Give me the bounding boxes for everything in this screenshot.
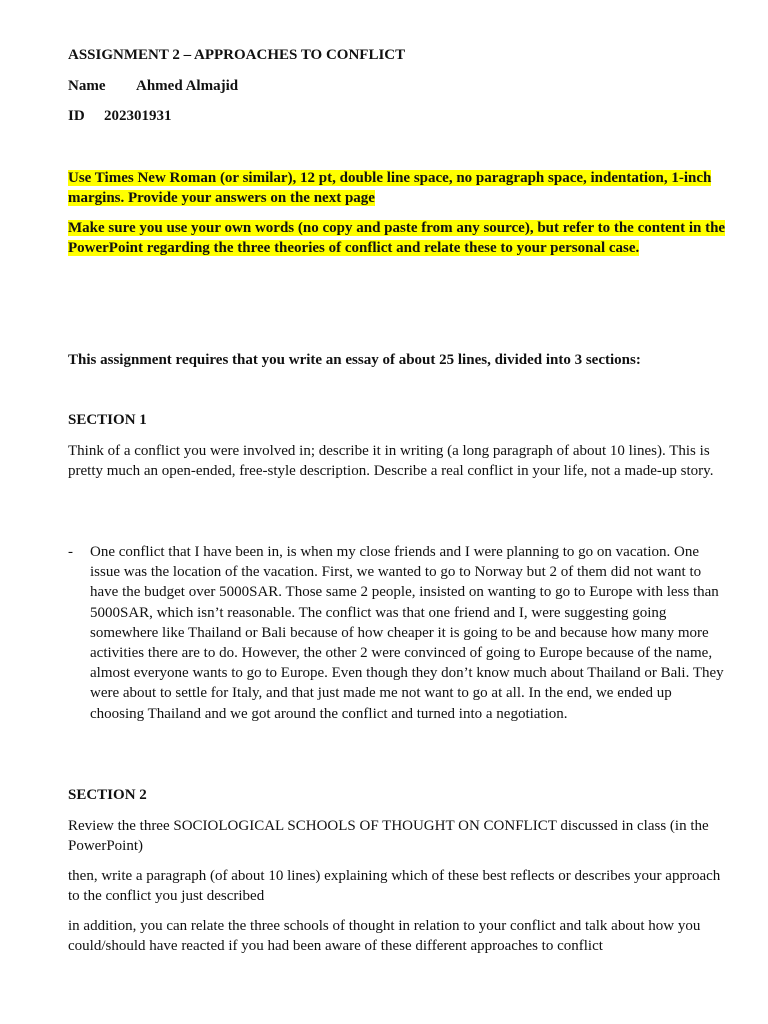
section1-answer: One conflict that I have been in, is when my close friends and I were planning to go on vacation. One issue was the location of the vacation. First, we wanted to go to Norway but 2 of them did not want to have the budget over 5000SAR. Those same 2 people, insisted on wanting to go to Europe with less than 5000SAR, which isn’t reasonable. The conflict was that one friend and I, were suggesting going somewhere like Thailand or Bali because of how cheaper it is going to be and because how many more activities there are to do. However, the other 2 were convinced of going to Europe because of the name, almost everyone wants to go to Europe. Even though they don’t know much about Thailand or Bali. They were about to settle for Italy, and that just made me not want to go at all. In the end, we ended up choosing Thailand and we got around the conflict and turned into a negotiation. [90,544,724,722]
name-field [68,76,238,96]
bullet-marker: - [68,544,73,560]
id-label: ID [68,108,85,124]
id-value: 202301931 [104,108,172,124]
name-value: Ahmed Almajid [136,78,239,94]
originality-instruction [68,218,728,259]
name-label: Name [68,78,106,94]
section2-prompt-review: Review the three SOCIOLOGICAL SCHOOLS OF THOUGHT ON CONFLICT discussed in class (in the PowerPoint) [68,818,709,855]
formatting-instruction [68,168,728,209]
assignment-requirement: This assignment requires that you write an essay of about 25 lines, divided into 3 sections: [68,352,641,368]
section1-prompt: Think of a conflict you were involved in; describe it in writing (a long paragraph of about 10 lines). This is pretty much an open-ended, free-style description. Describe a real conflict in your life, not a made-up story. [68,443,714,480]
section1-heading: SECTION 1 [68,412,147,428]
formatting-instruction-text: Use Times New Roman (or similar), 12 pt, double line space, no paragraph space, indentation, 1-inch margins. Provide your answers on the next page [68,170,712,207]
section2-prompt-additional: in addition, you can relate the three schools of thought in relation to your conflict and talk about how you could/should have reacted if you had been aware of these different approaches to conflict [68,918,701,955]
section2-heading: SECTION 2 [68,787,147,803]
section2-prompt-paragraph: then, write a paragraph (of about 10 lines) explaining which of these best reflects or describes your approach to the conflict you just described [68,868,721,905]
document-title: ASSIGNMENT 2 – APPROACHES TO CONFLICT [68,47,406,63]
id-field [68,106,172,126]
originality-instruction-text: Make sure you use your own words (no copy and paste from any source), but refer to the content in the PowerPoint regarding the three theories of conflict and relate these to your personal case. [68,220,726,257]
